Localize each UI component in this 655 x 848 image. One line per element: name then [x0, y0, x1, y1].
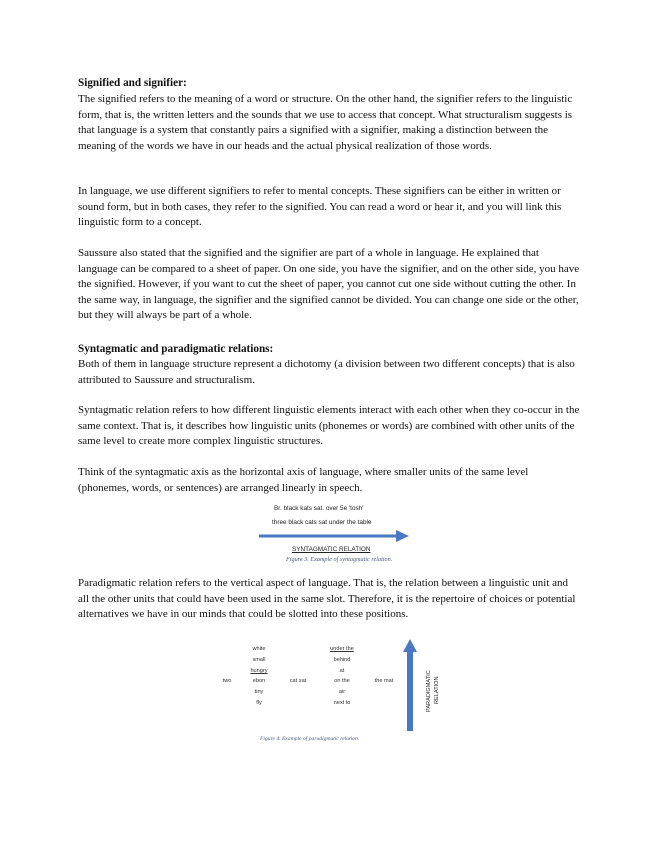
paragraph: Syntagmatic relation refers to how different linguistic elements interact with each other when they co-occur in the same context. That is, it describes how linguistic units (phonemes or words) are combined with other units of the same level to create more complex linguistic structures.: [78, 404, 580, 448]
figure4-word: under the: [330, 646, 354, 652]
paradigmatic-arrow: [402, 638, 418, 732]
figure3-caption: Figure 3. Example of syntagmatic relation.: [286, 556, 393, 563]
figure4-word: behind: [333, 657, 351, 663]
figure3-sentence-2: three black cats sat under the table: [272, 519, 372, 526]
figure4-word: small: [252, 657, 266, 663]
section-heading-syntagmatic: Syntagmatic and paradigmatic relations:: [78, 343, 274, 355]
figure4-word: two: [222, 678, 232, 684]
paragraph: In language, we use different signifiers to refer to mental concepts. These signifiers can be either in written or sound form, but in both cases, they refer to the signified. You can read a word or hear it, and you will link this linguistic form to a concept.: [78, 185, 562, 229]
paragraph: Saussure also stated that the signified and the signifier are part of a whole in language. He explained that language can be compared to a sheet of paper. On one side, you have the signifier, and on the other side, you have the signified. However, if you want to cut the sheet of paper, you cannot cut one side without cutting the other. In the same way, in language, the signifier and the signified cannot be divided. You can change one side or the other, but they will always be part of a whole.: [78, 247, 580, 322]
paradigmatic-axis-label: [426, 654, 456, 714]
figure4-word: ebon: [252, 678, 266, 684]
figure4-word: air: [338, 689, 346, 695]
figure3-sentence-1: Br. black kats sat. over 5e 'tosh': [274, 505, 364, 512]
paragraph: Paradigmatic relation refers to the vertical aspect of language. That is, the relation between a linguistic unit and all the other units that could have been used in the same slot. Therefore, it is the repertoire of choices or potential alternatives we have in our minds that could be slotted into these positions.: [78, 577, 576, 621]
figure4-word: hungry: [250, 668, 268, 674]
figure4-word: at: [339, 668, 345, 674]
figure4-word: white: [252, 646, 266, 652]
figure4-word: the mat: [374, 678, 394, 684]
figure4-word: tiny: [254, 689, 264, 695]
paragraph: Both of them in language structure represent a dichotomy (a division between two different concepts) that is also attributed to Saussure and structuralism.: [78, 358, 575, 386]
paragraph: The signified refers to the meaning of a word or structure. On the other hand, the signifier refers to the linguistic form, that is, the written letters and the sounds that we use to access that concept. What structuralism suggests is that language is a system that constantly pairs a signified with a signifier, making a distinction between the meaning of the words we have in our heads and the actual physical realization of those words.: [78, 93, 573, 152]
figure4-word: on the: [334, 678, 350, 684]
syntagmatic-arrow: [258, 528, 410, 544]
figure4-caption: Figure 4. Example of paradigmatic relation.: [260, 736, 360, 742]
section-heading-signified: Signified and signifier:: [78, 77, 187, 89]
figure4-axis-label-line1: PARADIGMATIC: [426, 670, 432, 712]
figure4-word: fly: [256, 700, 262, 706]
paragraph: Think of the syntagmatic axis as the horizontal axis of language, where smaller units of the same level (phonemes, words, or sentences) are arranged linearly in speech.: [78, 466, 529, 494]
figure3-axis-label: SYNTAGMATIC RELATION: [292, 546, 371, 553]
figure4-word: cat sat: [289, 678, 307, 684]
figure4-word: next to: [333, 700, 351, 706]
figure4-axis-label-line2: RELATION: [434, 676, 440, 704]
